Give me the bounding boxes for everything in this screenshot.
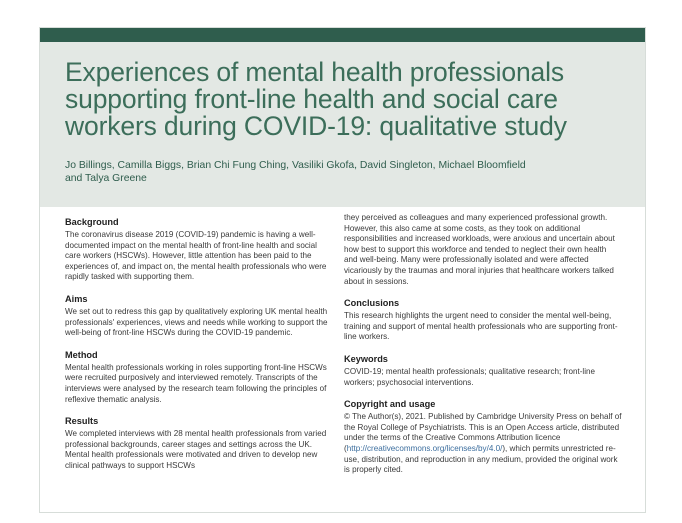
aims-heading: Aims [65, 293, 88, 304]
keywords-heading: Keywords [344, 353, 388, 364]
keywords-text: COVID-19; mental health professionals; qualitative research; front-line workers; psychosocial interventions. [344, 366, 596, 387]
method-heading: Method [65, 349, 98, 360]
background-heading: Background [65, 217, 119, 227]
article-header [40, 42, 645, 207]
article-page [39, 27, 646, 513]
results-continued-section [344, 213, 622, 287]
license-link[interactable]: http://creativecommons.org/licenses/by/4.0/ [346, 443, 503, 453]
results-section [65, 415, 331, 471]
results-heading: Results [65, 416, 99, 427]
keywords-section [344, 353, 622, 388]
abstract-right-column [344, 213, 622, 486]
method-text: Mental health professionals working in roles supporting front-line HSCWs were recruited purposively and interviewed remotely. Transcripts of the interviews were analysed by the research team following the principles of reflexive thematic analysis. [65, 362, 327, 404]
abstract-left-column [65, 216, 331, 482]
article-title: Experiences of mental health professionals supporting front-line health and social care workers during COVID-19: qualitative study [65, 57, 567, 141]
results-continued-text: they perceived as colleagues and many experienced professional growth. However, this also came at some costs, as they took on additional responsibilities and increased workloads, were anxious and uncertain about how best to support this workforce and tended to neglect their own health and well-being. Many were professionally isolated and were affected vicariously by the traumas and moral injuries that healthcare workers talked about in sessions. [344, 213, 615, 286]
copyright-heading: Copyright and usage [344, 399, 436, 410]
author-list: Jo Billings, Camilla Biggs, Brian Chi Fung Ching, Vasiliki Gkofa, David Singleton, Michael Bloomfield and Talya Greene [65, 160, 526, 184]
copyright-text [344, 412, 622, 476]
method-section [65, 349, 331, 405]
background-section [65, 216, 331, 283]
journal-top-bar [40, 28, 645, 42]
conclusions-heading: Conclusions [344, 298, 400, 309]
copyright-text-before: © The Author(s), 2021. Published by Cambridge University Press on behalf of the Royal College of Psychiatrists. This is an Open Access article, distributed under the terms of the Creative Commons Attribution licence ( [344, 412, 622, 453]
copyright-section [344, 398, 622, 476]
conclusions-section [344, 297, 622, 343]
copyright-text-after: ), which permits unrestricted re-use, distribution, and reproduction in any medium, provided the original work is properly cited. [344, 443, 618, 475]
background-text: The coronavirus disease 2019 (COVID-19) pandemic is having a well-documented impact on the mental health of front-line health and social care workers (HSCWs). However, little attention has been paid to the experiences of, and impact on, the mental health professionals who were rapidly tasked with supporting them. [65, 230, 327, 282]
results-text: We completed interviews with 28 mental health professionals from varied professional backgrounds, career stages and settings across the UK. Mental health professionals were motivated and driven to develop new clinical pathways to support HSCWs [65, 429, 327, 470]
aims-section [65, 293, 331, 339]
conclusions-text: This research highlights the urgent need to consider the mental well-being, training and support of mental health professionals who are supporting front-line workers. [344, 311, 618, 342]
aims-text: We set out to redress this gap by qualitatively exploring UK mental health professionals' experiences, views and needs while working to support the well-being of front-line HSCWs during the COVID-19 pandemic. [65, 306, 328, 338]
